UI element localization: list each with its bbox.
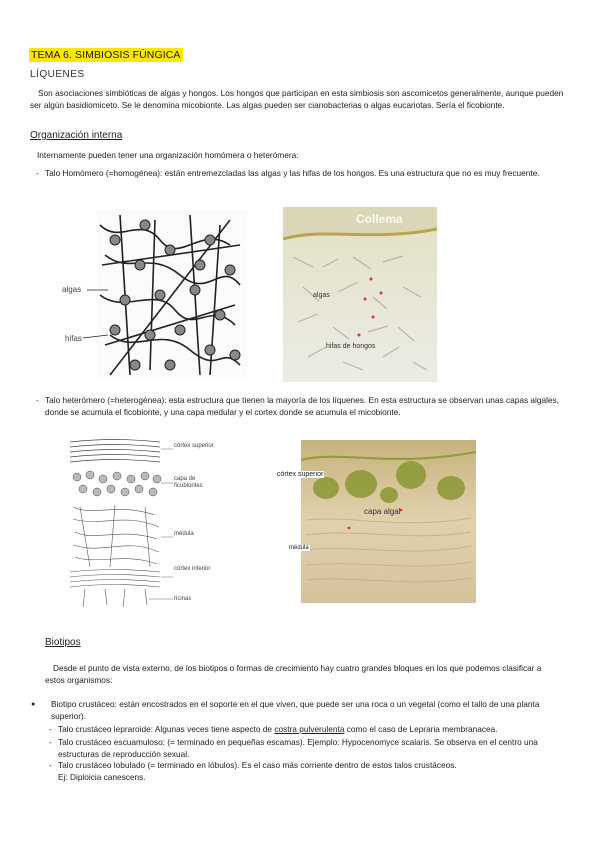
document-title: TEMA 6. SIMBIOSIS FÚNGICA [31, 49, 181, 61]
section-heading-biotipos: Biotipos [45, 637, 81, 648]
fig3-label-ricinas: ricinas [174, 596, 192, 602]
section-heading-organizacion: Organización interna [30, 130, 123, 141]
fig3-label-medula: médula [174, 531, 194, 537]
fig2-label-hifas: hifas de hongos [326, 343, 376, 350]
biotipos-intro: Desde el punto de vista externo, de los biotipos o formas de crecimiento hay cuatro grandes bloques en los que podemos clasificar a estos organismos: [45, 663, 542, 685]
talo-lepraroide-item [58, 724, 558, 736]
fig4-label-capa-algal: capa algal [364, 507, 401, 516]
lepraroide-underlined-term: costra pulverulenta [274, 724, 345, 734]
section-heading-liquenes: LÍQUENES [30, 69, 85, 80]
fig2-title-collema: Collema [356, 212, 403, 226]
figure-heteromero-micrograph [301, 440, 476, 603]
fig3-label-cortex-superior: córtex superior [174, 443, 214, 449]
talo-lobulado-item: - Talo crustáceo lobulado (= terminado en lóbulos). Es el caso más corriente dentro de estos talos crustáceos. [58, 760, 558, 772]
talo-homomero-item: - Talo Homómero (=homogénea): están entremezcladas las algas y las hifas de los hongos. Es una estructura que no es muy frecuente. [45, 168, 555, 180]
fig3-label-capa-ficobiontes: capa de ficobiontes [174, 476, 203, 489]
talo-heteromero-item: - Talo heterómero (=heterogénea): esta estructura que tienen la mayoría de los líquenes. En esta estructura se observan unas capas algales, donde se acumula el ficobionte, y una capa medular y el cortex donde se acumula el micobionte. [45, 395, 560, 418]
fig4-label-medula: médula [289, 545, 309, 551]
figure-collema-micrograph [283, 207, 437, 382]
fig1-label-hifas: hifas [65, 334, 82, 343]
biotipo-crustaceo-item: ● Biotipo crustáceo: están encostrados en el soporte en el que viven, que puede ser una roca o un vegetal (como el tallo de una planta superior). [51, 699, 556, 722]
lepraroide-text-b: como el caso de Lepraria membranacea. [344, 724, 498, 734]
figure-talo-heteromero-drawing [65, 437, 175, 609]
organizacion-intro: Internamente pueden tener una organización homómera o heterómera: [37, 150, 299, 160]
fig4-label-cortex-superior: córtex superior [277, 471, 324, 478]
lepraroide-text-a: Talo crustáceo lepraroide: Algunas veces tiene aspecto de [58, 724, 275, 734]
talo-lobulado-example: Ej: Diploicia canescens. [58, 772, 146, 782]
fig2-label-algas: algas [313, 292, 330, 299]
fig1-label-algas: algas [62, 285, 82, 294]
figure-talo-homomero-drawing [60, 205, 250, 385]
fig3-label-cortex-inferior: córtex inferior [174, 566, 211, 572]
talo-escuamuloso-item: - Talo crustáceo escuamuloso: (= terminado en pequeñas escamas). Ejemplo: Hypocenomyce scalaris. Se observa en el centro una estructuras de reproducción sexual. [58, 737, 558, 760]
liquenes-intro-paragraph: Son asociaciones simbióticas de algas y hongos. Los hongos que participan en esta simbiosis son ascomicetos generalmente, aunque pueden ser algún basidiomiceto. Se le denomina micobionte. Las algas pueden ser cianobacterias o algas eucariotas. Sería el ficobionte. [30, 88, 564, 110]
